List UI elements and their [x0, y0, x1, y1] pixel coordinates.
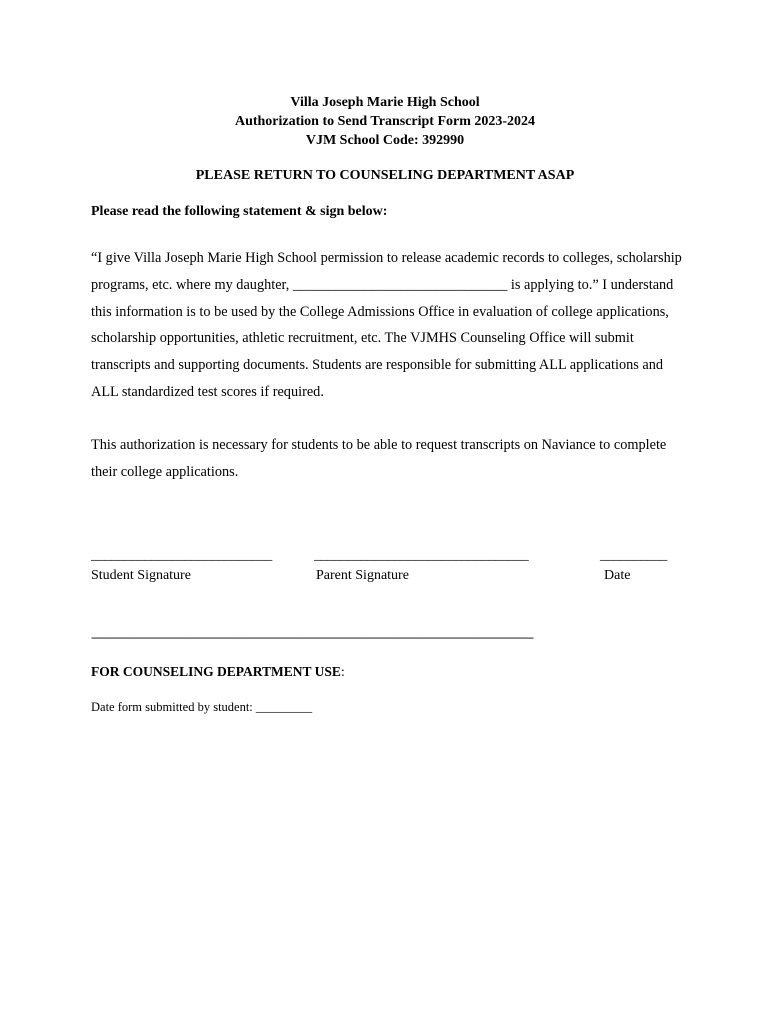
date-submitted-field[interactable]: _________: [255, 700, 313, 714]
parent-signature-line[interactable]: ________________________________: [314, 548, 529, 563]
statement-part-2: is applying to.” I understand this information is to be used by the College Admissions Office in evaluation of college applications, scholarship opportunities, athletic recruitment, etc. The VJMHS Counseling Office will submit transcripts and supporting documents. Students are responsible for submitting ALL applications and ALL standardized test scores if required.: [91, 276, 674, 400]
section-divider: --------------------------------------------------------------------------------------------------------------------------------------------------------------: [91, 630, 533, 644]
department-use-heading: [91, 664, 345, 680]
date-submitted-row: [91, 700, 312, 715]
student-signature-line[interactable]: ___________________________: [91, 548, 272, 563]
daughter-name-field[interactable]: ______________________________: [292, 276, 508, 293]
form-header: [0, 93, 770, 150]
school-code: VJM School Code: 392990: [305, 133, 465, 148]
form-title: Authorization to Send Transcript Form 2023-2024: [234, 114, 536, 129]
parent-signature-label: Parent Signature: [316, 568, 409, 583]
date-submitted-label: Date form submitted by student:: [91, 700, 256, 714]
return-notice: PLEASE RETURN TO COUNSELING DEPARTMENT ASAP: [195, 168, 575, 183]
student-signature-label: Student Signature: [91, 568, 191, 583]
department-use-colon: :: [340, 664, 345, 679]
permission-statement: [91, 245, 683, 406]
date-signature-label: Date: [604, 568, 631, 583]
authorization-paragraph: This authorization is necessary for students to be able to request transcripts on Naviance to complete their college applications.: [91, 437, 667, 480]
instruction-heading: Please read the following statement & sign below:: [91, 204, 388, 219]
statement-part-1: “I give Villa Joseph Marie High School permission to release academic records to colleges, scholarship programs, etc. where my daughter,: [91, 250, 682, 293]
school-name: Villa Joseph Marie High School: [290, 95, 480, 110]
date-signature-line[interactable]: __________: [600, 548, 668, 563]
department-use-label: FOR COUNSELING DEPARTMENT USE: [91, 664, 341, 679]
